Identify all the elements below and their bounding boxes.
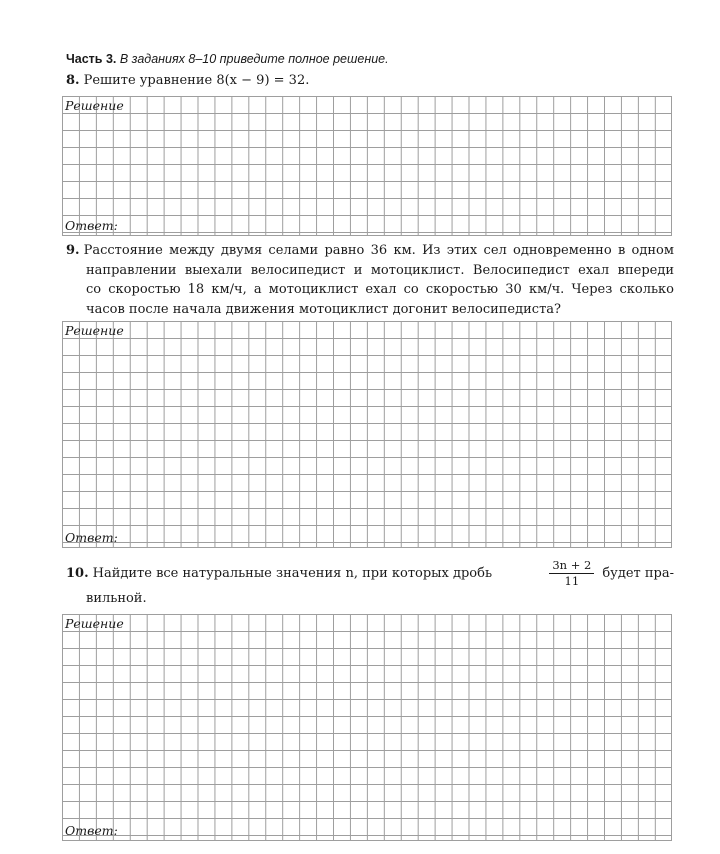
task-9 xyxy=(66,241,674,319)
fraction-numerator: 3n + 2 xyxy=(549,558,594,574)
task-text: Найдите все натуральные значения n, при которых дробь xyxy=(92,565,493,581)
answer-label: Ответ: xyxy=(65,530,118,545)
fraction-denominator: 11 xyxy=(564,574,580,588)
answer-grid-10[interactable] xyxy=(62,614,672,841)
task-number: 8. xyxy=(66,73,80,88)
answer-grid-8[interactable] xyxy=(62,96,672,236)
part-instruction: В заданиях 8–10 приведите полное решение. xyxy=(119,52,389,66)
answer-label: Ответ: xyxy=(65,823,118,838)
task-text-line2: вильной. xyxy=(86,591,147,606)
solution-label: Решение xyxy=(65,616,124,631)
task-text-after: будет пра- xyxy=(602,565,674,581)
solution-label: Решение xyxy=(65,323,124,338)
solution-label: Решение xyxy=(65,98,124,113)
fraction xyxy=(549,558,594,589)
task-text-line: 9. Расстояние между двумя селами равно 36 км. Из этих сел одновременно в одном xyxy=(66,243,674,258)
part-label: Часть 3. xyxy=(66,52,117,66)
task-number: 9. xyxy=(66,243,80,258)
task-text-line: направлении выехали велосипедист и мотоциклист. Велосипедист ехал впереди xyxy=(86,262,674,278)
part-header xyxy=(66,52,389,66)
task-text-line: со скоростью 18 км/ч, а мотоциклист ехал со скоростью 30 км/ч. Через сколько xyxy=(86,282,674,297)
task-10 xyxy=(66,558,674,609)
task-8 xyxy=(66,71,674,91)
task-number: 10. xyxy=(66,565,89,581)
task-text-line: часов после начала движения мотоциклист догонит велосипедиста? xyxy=(86,301,561,317)
answer-label: Ответ: xyxy=(65,218,118,233)
task-text: Решите уравнение 8(x − 9) = 32. xyxy=(83,73,310,88)
answer-grid-9[interactable] xyxy=(62,321,672,548)
